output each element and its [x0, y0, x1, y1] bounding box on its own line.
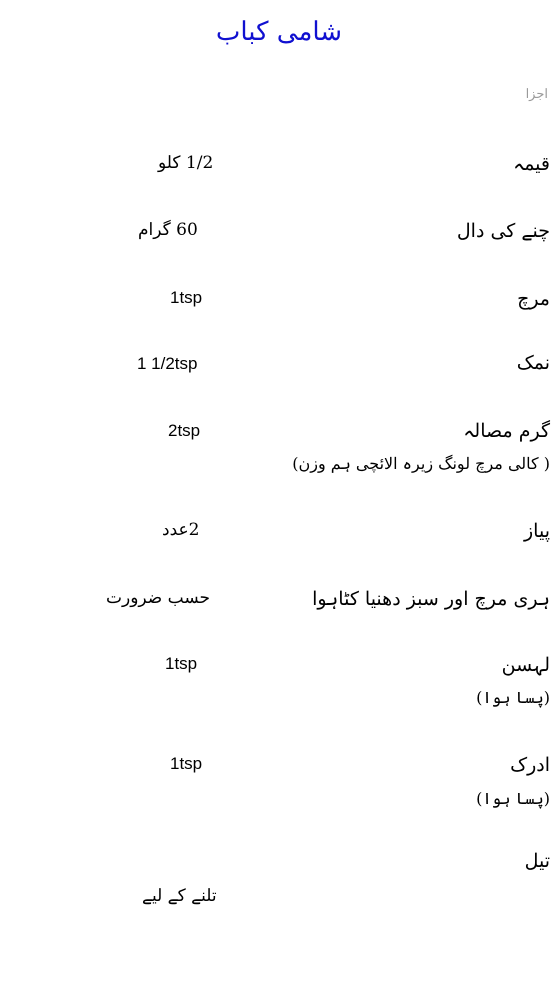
ingredient-name: گرم مصالہ	[463, 420, 550, 442]
ingredient-name: نمک	[516, 352, 550, 374]
ingredient-quantity: 1tsp	[170, 754, 203, 773]
ingredient-quantity: 2tsp	[168, 421, 201, 440]
ingredient-name: لہسن	[501, 654, 550, 676]
ingredient-quantity: 1tsp	[165, 654, 198, 673]
ingredient-quantity: 60 گرام	[138, 220, 198, 240]
ingredient-name: مرچ	[517, 288, 550, 310]
ingredient-quantity: تلنے کے لیے	[142, 886, 217, 906]
ingredient-quantity: 1/2 کلو	[158, 153, 214, 173]
ingredients-heading: اجزا	[525, 87, 548, 102]
ingredient-name: ہری مرچ اور سبز دھنیا کٹاہوا	[312, 588, 550, 610]
page-title: شامی کباب	[215, 17, 343, 47]
ingredient-note: (پسا ہوا)	[476, 789, 550, 808]
ingredient-name: قیمہ	[513, 153, 550, 175]
ingredient-quantity: 1tsp	[170, 288, 203, 307]
ingredient-name: تیل	[524, 850, 550, 872]
ingredient-name: چنے کی دال	[456, 220, 550, 242]
ingredient-name: ادرک	[510, 754, 550, 776]
ingredient-quantity: حسب ضرورت	[106, 588, 211, 608]
ingredient-name: پیاز	[524, 520, 550, 542]
ingredient-quantity: 2عدد	[162, 520, 200, 540]
ingredient-quantity: 1 1/2tsp	[137, 354, 198, 373]
ingredient-note: ( کالی مرچ لونگ زیرہ الائچی ہم وزن)	[292, 454, 550, 473]
ingredient-note: (پسا ہوا)	[476, 688, 550, 707]
